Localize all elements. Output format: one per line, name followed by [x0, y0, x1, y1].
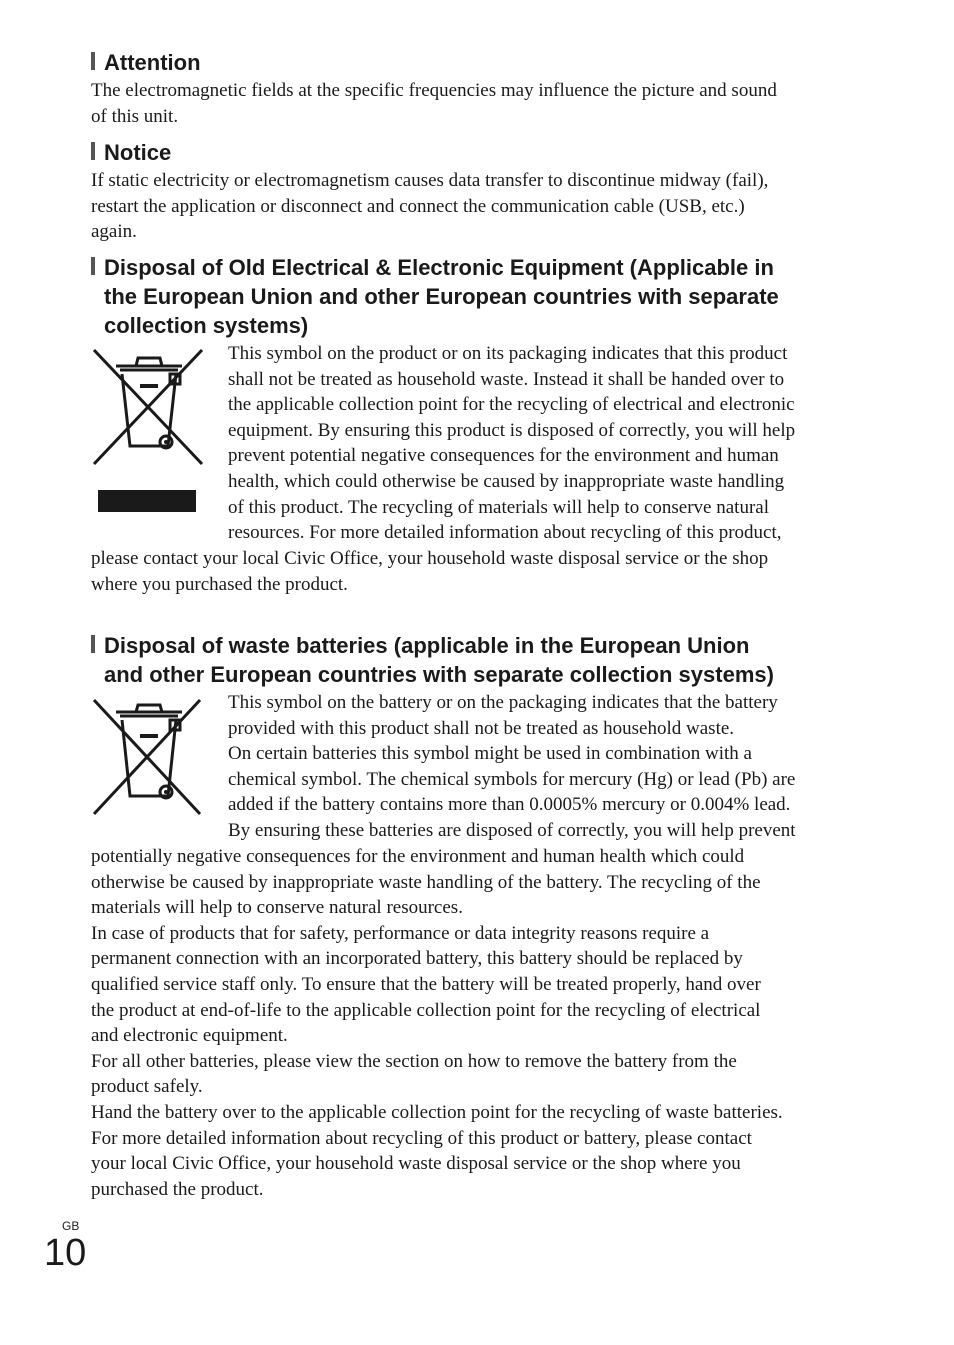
weee-full-text: please contact your local Civic Office, your household waste disposal service or the shop where you purchased the product.	[91, 548, 769, 595]
heading-marker	[91, 52, 95, 70]
page-language-label: GB	[62, 1219, 80, 1233]
attention-body: The electromagnetic fields at the specific frequencies may influence the picture and sound of this unit.	[91, 80, 777, 127]
heading-marker	[91, 635, 95, 653]
batteries-full-text: potentially negative consequences for the environment and human health which could otherwise be caused by inappropriate waste handling of the battery. The recycling of the materials will help to conserve natural resources. In case of products that for safety, performance or data integrity reasons require a permanent connection with an incorporated battery, this battery should be replaced by qualified service staff only. To ensure that the battery will be treated properly, hand over the product at end-of-life to the applicable collection point for the recycling of electrical and electronic equipment. For all other batteries, please view the section on how to remove the battery from the product safely. Hand the battery over to the applicable collection point for the recycling of waste batteries. For more detailed information about recycling of this product or battery, please contact your local Civic Office, your household waste disposal service or the shop where you purchased the product.	[91, 846, 783, 1200]
heading-marker	[91, 142, 95, 160]
batteries-heading: Disposal of waste batteries (applicable in the European Union and other European countries with separate collection systems)	[91, 631, 774, 689]
attention-heading: Attention	[91, 48, 201, 77]
crossed-out-wheeled-bin-icon	[90, 346, 205, 516]
notice-body: If static electricity or electromagnetism causes data transfer to discontinue midway (fail), restart the application or disconnect and connect the communication cable (USB, etc.) again.	[91, 170, 769, 243]
batteries-indented-text: This symbol on the battery or on the packaging indicates that the battery provided with this product shall not be treated as household waste. On certain batteries this symbol might be used in combination with a chemical symbol. The chemical symbols for mercury (Hg) or lead (Pb) are added if the battery contains more than 0.0005% mercury or 0.004% lead. By ensuring these batteries are disposed of correctly, you will help prevent	[228, 692, 796, 841]
page-number: 10	[44, 1232, 87, 1274]
weee-indented-text: This symbol on the product or on its packaging indicates that this product shall not be treated as household waste. Instead it shall be handed over to the applicable collection point for the recycling of electrical and electronic equipment. By ensuring this product is disposed of correctly, you will help prevent potential negative consequences for the environment and human health, which could otherwise be caused by inappropriate waste handling of this product. The recycling of materials will help to conserve natural resources. For more detailed information about recycling of this product,	[228, 343, 796, 544]
notice-heading: Notice	[91, 138, 171, 167]
heading-marker	[91, 257, 95, 275]
crossed-out-wheeled-bin-icon	[90, 696, 205, 818]
weee-heading: Disposal of Old Electrical & Electronic Equipment (Applicable in the European Union and other European countries with separate collection systems)	[91, 253, 779, 340]
